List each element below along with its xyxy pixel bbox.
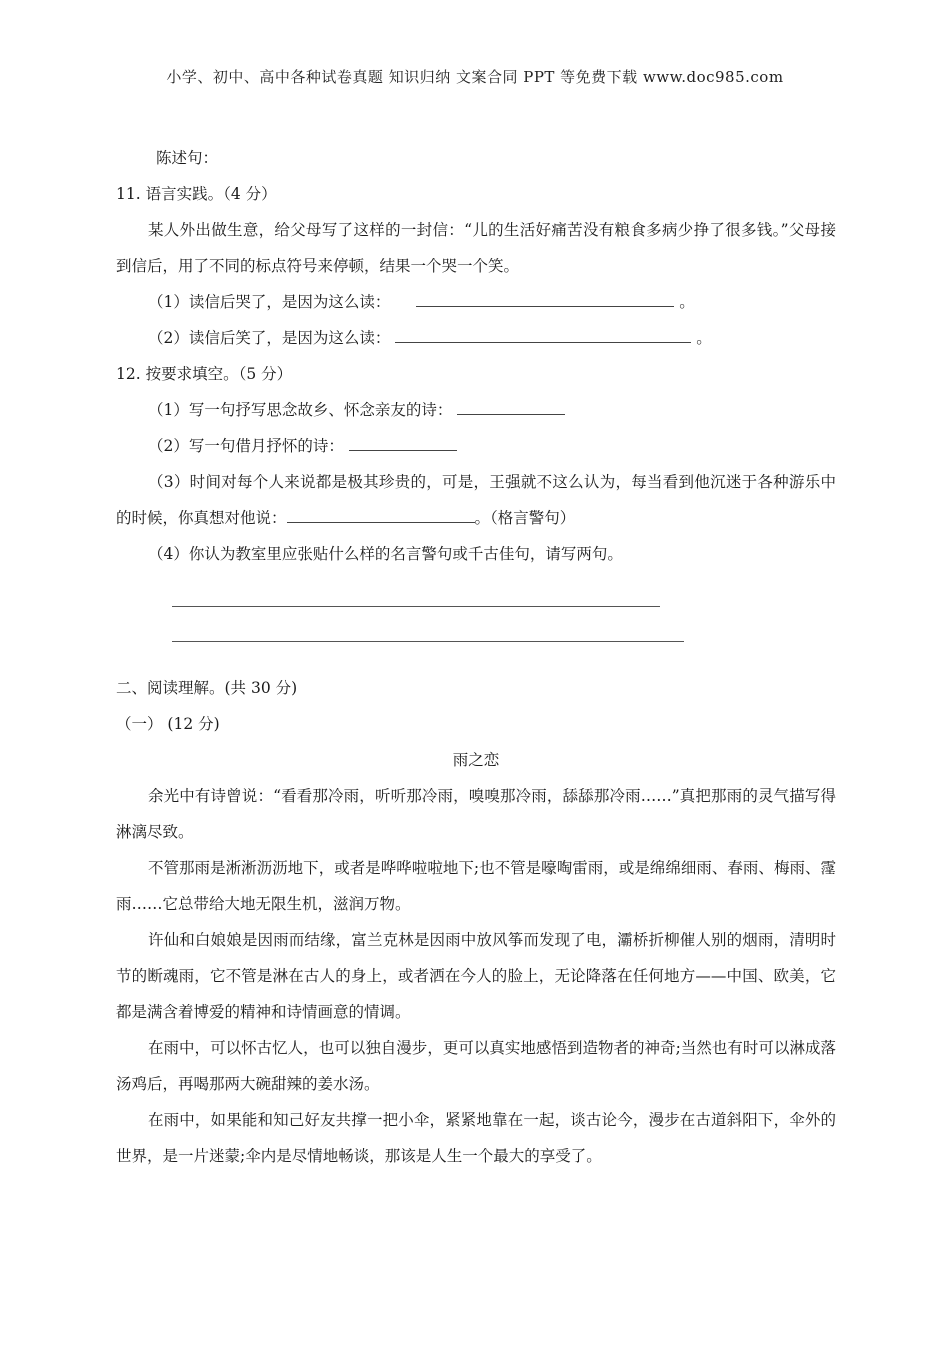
q11-sub2-period: 。 — [696, 329, 712, 347]
q11-sub2-label: （2）读信后笑了，是因为这么读： — [148, 329, 391, 347]
q12-title: 12. 按要求填空。（5 分） — [116, 365, 293, 383]
q12-sub3 — [116, 464, 836, 536]
article-paragraph-4: 在雨中，可以怀古忆人，也可以独自漫步，更可以真实地感悟到造物者的神奇;当然也有时可以淋成落汤鸡后，再喝那两大碗甜辣的姜水汤。 — [116, 1039, 836, 1093]
q11-sub2 — [116, 320, 836, 356]
article-paragraph-2: 不管那雨是淅淅沥沥地下，或者是哗哗啦啦地下;也不管是嚎啕雷雨，或是绵绵细雨、春雨、梅雨、霪雨……它总带给大地无限生机，滋润万物。 — [116, 859, 836, 913]
declarative-sentence-label: 陈述句： — [156, 149, 219, 167]
q12-sub4-answer-line-2[interactable] — [172, 607, 684, 642]
section2-title: 二、阅读理解。(共 30 分) — [116, 679, 298, 697]
q11-sub2-answer-blank[interactable] — [395, 322, 691, 343]
article-paragraph-1: 余光中有诗曾说：“看看那冷雨，听听那冷雨，嗅嗅那冷雨，舔舔那冷雨……”真把那雨的灵气描写得淋漓尽致。 — [116, 787, 836, 841]
q12-sub1 — [116, 392, 836, 428]
q12-sub2-label: （2）写一句借月抒怀的诗： — [148, 437, 344, 455]
q11-sub1-period: 。 — [679, 293, 695, 311]
q12-sub3-tail: 。（格言警句） — [474, 509, 576, 527]
q12-sub2 — [116, 428, 836, 464]
q12-sub2-answer-blank[interactable] — [349, 430, 457, 451]
article-paragraph-3: 许仙和白娘娘是因雨而结缘，富兰克林是因雨中放风筝而发现了电，灞桥折柳催人别的烟雨，清明时节的断魂雨，它不管是淋在古人的身上，或者洒在今人的脸上，无论降落在任何地方——中国、欧美，它都是满含着博爱的精神和诗情画意的情调。 — [116, 931, 836, 1021]
article-paragraph-5: 在雨中，如果能和知己好友共撑一把小伞，紧紧地靠在一起，谈古论今，漫步在古道斜阳下，伞外的世界，是一片迷蒙;伞内是尽情地畅谈，那该是人生一个最大的享受了。 — [116, 1111, 836, 1165]
article-title: 雨之恋 — [452, 751, 500, 769]
section2-part1: （一） (12 分) — [116, 715, 220, 733]
q12-sub4-answer-line-1[interactable] — [172, 572, 660, 607]
page-header: 小学、初中、高中各种试卷真题 知识归纳 文案合同 PPT 等免费下载 www.doc985.com — [166, 68, 784, 86]
exam-content — [116, 140, 836, 1174]
q12-sub1-answer-blank[interactable] — [457, 394, 565, 415]
q12-sub3-text: （3）时间对每个人来说都是极其珍贵的，可是，王强就不这么认为，每当看到他沉迷于各种游乐中的时候，你真想对他说： — [116, 473, 836, 527]
q11-sub1 — [116, 284, 836, 320]
q11-intro: 某人外出做生意，给父母写了这样的一封信：“儿的生活好痛苦没有粮食多病少挣了很多钱。”父母接到信后，用了不同的标点符号来停顿，结果一个哭一个笑。 — [116, 221, 836, 275]
q11-sub1-answer-blank[interactable] — [416, 286, 674, 307]
q11-sub1-label: （1）读信后哭了，是因为这么读： — [148, 293, 391, 311]
q12-sub1-label: （1）写一句抒写思念故乡、怀念亲友的诗： — [148, 401, 453, 419]
section-gap — [116, 642, 836, 670]
q12-sub3-answer-blank[interactable] — [287, 502, 475, 523]
q11-title: 11. 语言实践。（4 分） — [116, 185, 277, 203]
q12-sub4: （4）你认为教室里应张贴什么样的名言警句或千古佳句，请写两句。 — [148, 545, 623, 563]
